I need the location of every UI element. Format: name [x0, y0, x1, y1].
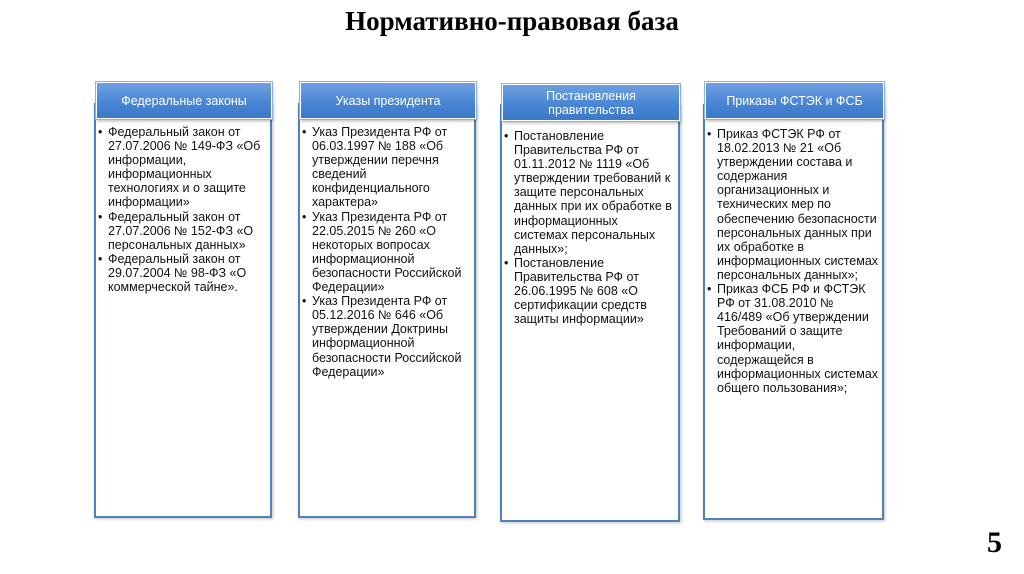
list-item: • Указ Президента РФ от 06.03.1997 № 188 «Об утверждении перечня сведений конфиденциального характера»	[302, 125, 472, 210]
list-item: • Указ Президента РФ от 22.05.2015 № 260 «О некоторых вопросах информационной безопасности Российской Федерации»	[302, 210, 472, 295]
fstec-fsb-orders-list	[707, 127, 879, 395]
list-item: • Постановление Правительства РФ от 01.11.2012 № 1119 «Об утверждении требований к защите персональных данных при их обработке в информационных системах персональных данных»;	[504, 129, 674, 256]
list-item: • Федеральный закон от 27.07.2006 № 149-ФЗ «Об информации, информационных технологиях и о защите информации»	[98, 125, 266, 210]
government-resolutions-list	[504, 129, 674, 326]
list-item: • Указ Президента РФ от 05.12.2016 № 646 «Об утверждении Доктрины информационной безопасности Российской Федерации»	[302, 294, 472, 379]
federal-laws-list	[98, 125, 266, 294]
presidential-decrees-list	[302, 125, 472, 379]
list-item: • Постановление Правительства РФ от 26.06.1995 № 608 «О сертификации средств защиты информации»	[504, 256, 674, 326]
presidential-decrees-header: Указы президента	[300, 82, 476, 119]
page-title: Нормативно-правовая база	[345, 6, 679, 36]
federal-laws-header: Федеральные законы	[96, 82, 272, 119]
fstec-fsb-orders-header: Приказы ФСТЭК и ФСБ	[705, 82, 884, 119]
page-number: 5	[987, 526, 1002, 559]
list-item: • Приказ ФСБ РФ и ФСТЭК РФ от 31.08.2010 № 416/489 «Об утверждении Требований о защите информации, содержащейся в информационных системах общего пользования»;	[707, 282, 879, 395]
list-item: • Федеральный закон от 29.07.2004 № 98-ФЗ «О коммерческой тайне».	[98, 252, 266, 294]
list-item: • Федеральный закон от 27.07.2006 № 152-ФЗ «О персональных данных»	[98, 210, 266, 252]
government-resolutions-header: Постановления правительства	[502, 84, 680, 121]
list-item: • Приказ ФСТЭК РФ от 18.02.2013 № 21 «Об утверждении состава и содержания организационных и технических мер по обеспечению безопасности персональных данных при их обработке в информационных системах персональных данных»;	[707, 127, 879, 282]
